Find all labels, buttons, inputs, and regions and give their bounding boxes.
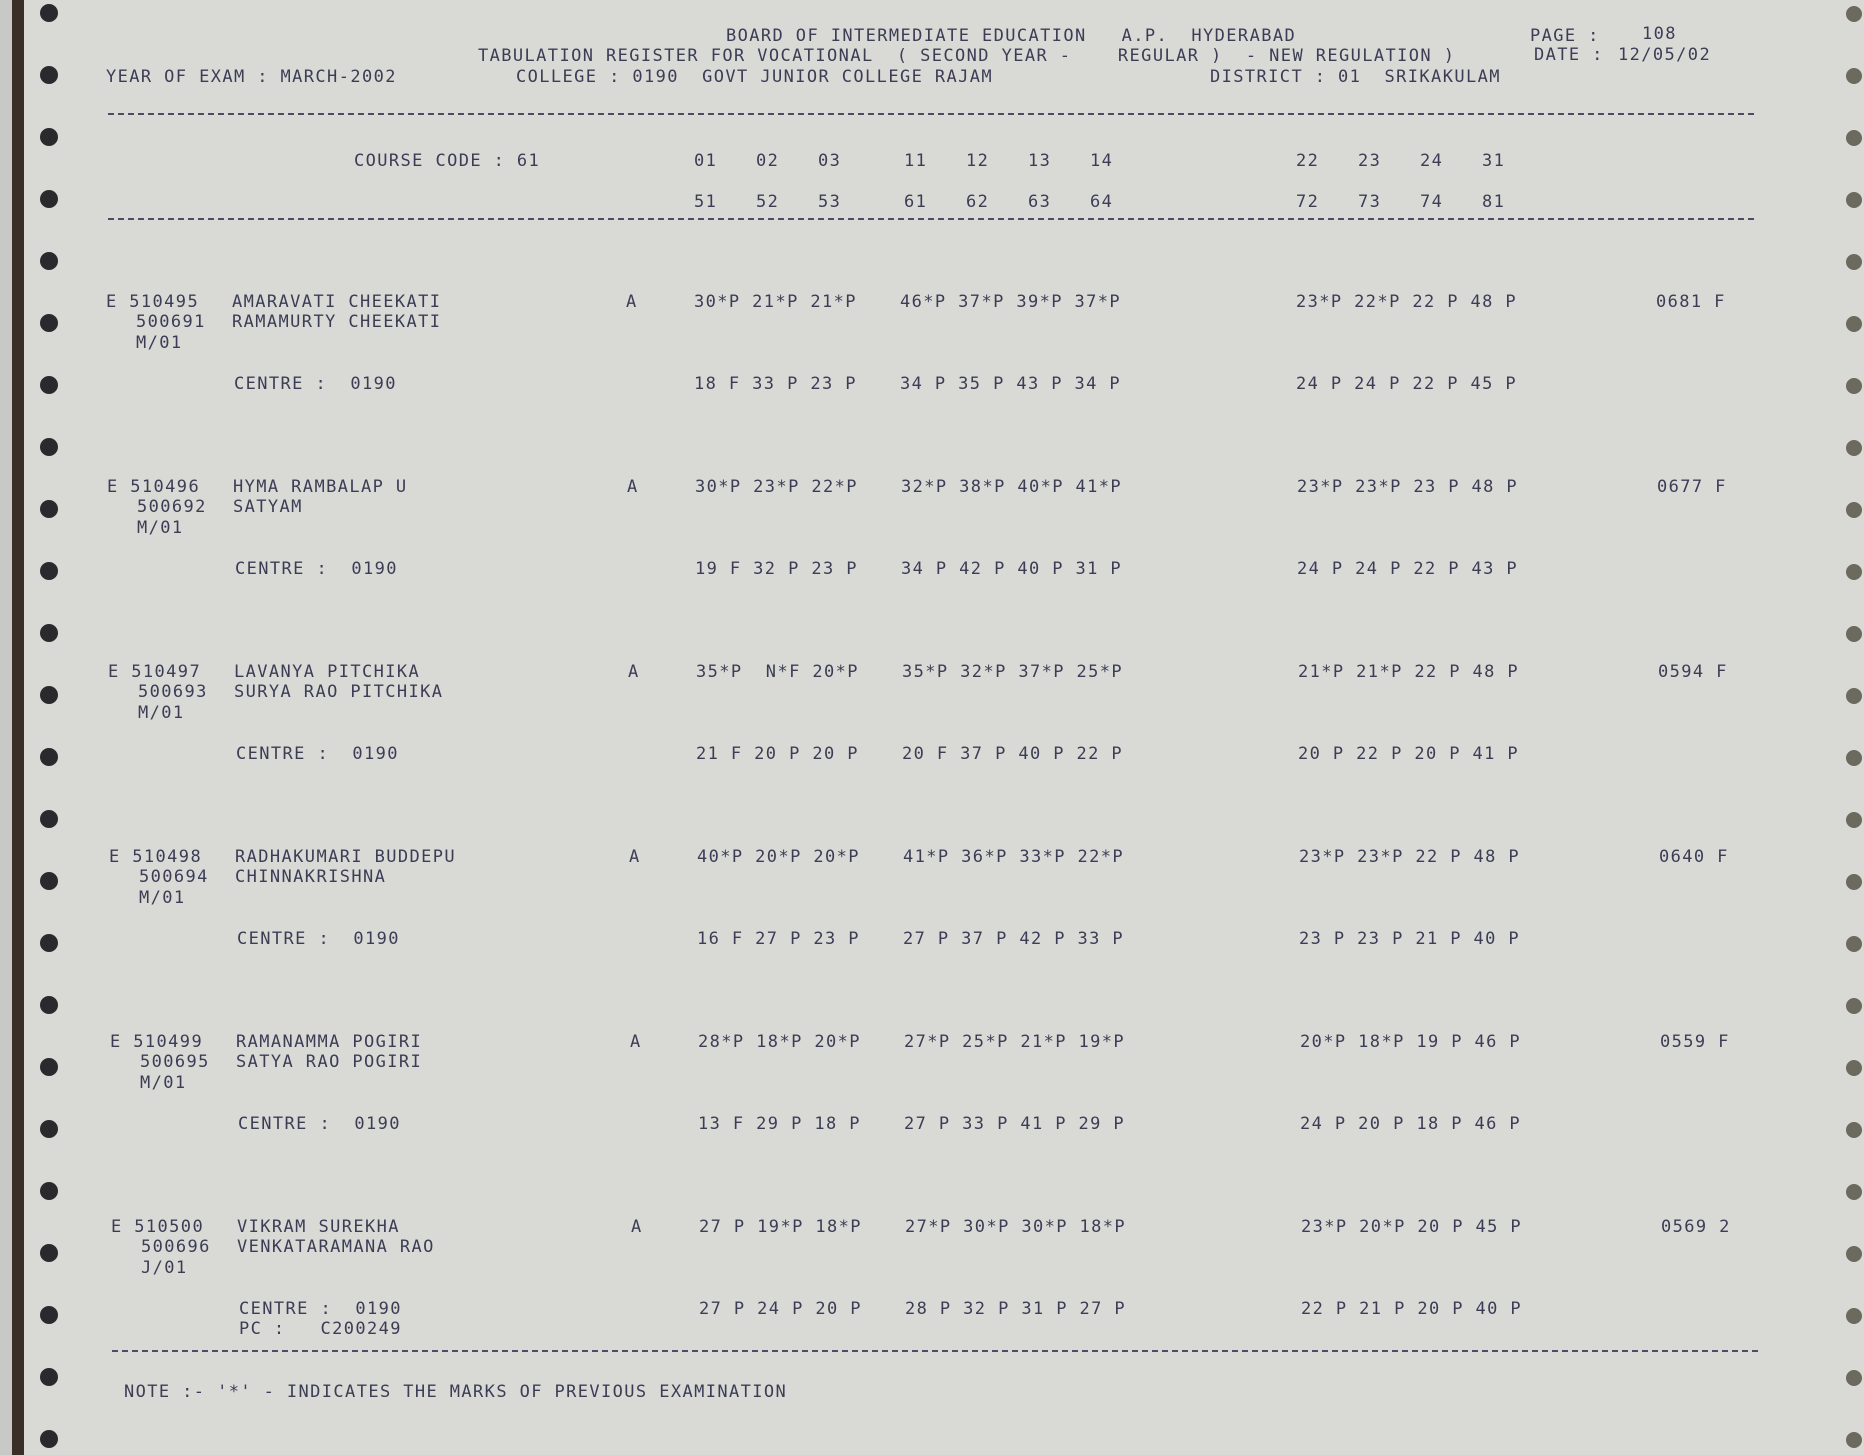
marks2-second-group: 34 P 42 P 40 P 31 P: [901, 559, 1123, 579]
column-code: 23: [1358, 151, 1382, 171]
marks2-third-group: 20 P 22 P 20 P 41 P: [1298, 744, 1520, 764]
total-result: 0681 F: [1656, 292, 1726, 312]
column-code: 51: [694, 192, 718, 212]
tractor-hole: [40, 314, 58, 332]
hall-ticket-number: E 510495: [106, 292, 200, 312]
hall-ticket-number: E 510500: [111, 1217, 205, 1237]
medium-code: J/01: [141, 1258, 188, 1278]
column-code: 31: [1482, 151, 1506, 171]
tractor-hole: [40, 1306, 58, 1324]
date-value: 12/05/02: [1618, 45, 1712, 65]
tabulation-sheet: [12, 0, 1864, 1455]
marks-second-group: 35*P 32*P 37*P 25*P: [902, 662, 1124, 682]
marks-first-group: 28*P 18*P 20*P: [698, 1032, 861, 1052]
marks-second-group: 41*P 36*P 33*P 22*P: [903, 847, 1125, 867]
marks-first-group: 27 P 19*P 18*P: [699, 1217, 862, 1237]
tractor-hole: [40, 1120, 58, 1138]
tractor-hole: [1846, 316, 1862, 332]
registration-number: 500692: [137, 497, 207, 517]
father-name: CHINNAKRISHNA: [235, 867, 387, 887]
marks-third-group: 23*P 23*P 23 P 48 P: [1297, 477, 1519, 497]
tractor-hole: [1846, 1370, 1862, 1386]
tractor-hole: [1846, 812, 1862, 828]
student-name: VIKRAM SUREKHA: [237, 1217, 400, 1237]
tractor-hole: [1846, 130, 1862, 146]
tractor-hole: [40, 500, 58, 518]
student-name: RADHAKUMARI BUDDEPU: [235, 847, 457, 867]
pc-number: PC : C200249: [239, 1319, 402, 1339]
tractor-hole: [40, 252, 58, 270]
tractor-hole: [1846, 688, 1862, 704]
footer-rule: [112, 1350, 1758, 1352]
marks2-first-group: 27 P 24 P 20 P: [699, 1299, 862, 1319]
marks2-third-group: 22 P 21 P 20 P 40 P: [1301, 1299, 1523, 1319]
medium-code: M/01: [137, 518, 184, 538]
father-name: SATYA RAO POGIRI: [236, 1052, 423, 1072]
medium-code: M/01: [138, 703, 185, 723]
tractor-hole: [1846, 626, 1862, 642]
marks2-second-group: 20 F 37 P 40 P 22 P: [902, 744, 1124, 764]
marks2-third-group: 23 P 23 P 21 P 40 P: [1299, 929, 1521, 949]
column-code: 22: [1296, 151, 1320, 171]
marks-third-group: 23*P 20*P 20 P 45 P: [1301, 1217, 1523, 1237]
tractor-hole: [40, 1244, 58, 1262]
tractor-hole: [40, 376, 58, 394]
tractor-hole: [1846, 6, 1862, 22]
tractor-hole: [1846, 378, 1862, 394]
tractor-hole: [40, 996, 58, 1014]
tractor-hole: [40, 1430, 58, 1448]
page-label: PAGE :: [1530, 26, 1600, 46]
hall-ticket-number: E 510497: [108, 662, 202, 682]
centre-code: CENTRE : 0190: [234, 374, 397, 394]
centre-code: CENTRE : 0190: [239, 1299, 402, 1319]
total-result: 0569 2: [1661, 1217, 1731, 1237]
course-code: COURSE CODE : 61: [354, 151, 541, 171]
marks2-first-group: 16 F 27 P 23 P: [697, 929, 860, 949]
student-name: HYMA RAMBALAP U: [233, 477, 408, 497]
marks2-first-group: 18 F 33 P 23 P: [694, 374, 857, 394]
column-code: 73: [1358, 192, 1382, 212]
column-code: 24: [1420, 151, 1444, 171]
tractor-hole: [40, 128, 58, 146]
tractor-hole: [1846, 440, 1862, 456]
tractor-hole: [1846, 1122, 1862, 1138]
tractor-hole: [1846, 1060, 1862, 1076]
header-rule: [108, 113, 1754, 115]
tractor-hole: [1846, 750, 1862, 766]
marks2-second-group: 28 P 32 P 31 P 27 P: [905, 1299, 1127, 1319]
student-name: LAVANYA PITCHIKA: [234, 662, 421, 682]
category: A: [630, 1032, 642, 1052]
category: A: [628, 662, 640, 682]
category: A: [627, 477, 639, 497]
tractor-hole: [1846, 874, 1862, 890]
father-name: RAMAMURTY CHEEKATI: [232, 312, 442, 332]
total-result: 0677 F: [1657, 477, 1727, 497]
tractor-hole: [1846, 1432, 1862, 1448]
category: A: [631, 1217, 643, 1237]
tractor-hole: [40, 810, 58, 828]
marks-second-group: 27*P 30*P 30*P 18*P: [905, 1217, 1127, 1237]
marks2-first-group: 13 F 29 P 18 P: [698, 1114, 861, 1134]
register-title: TABULATION REGISTER FOR VOCATIONAL ( SECOND YEAR - REGULAR ) - NEW REGULATION ): [478, 46, 1456, 66]
tractor-hole: [40, 748, 58, 766]
marks-first-group: 30*P 21*P 21*P: [694, 292, 857, 312]
board-title: BOARD OF INTERMEDIATE EDUCATION A.P. HYDERABAD: [726, 26, 1297, 46]
tractor-hole: [40, 1058, 58, 1076]
registration-number: 500694: [139, 867, 209, 887]
tractor-hole: [40, 934, 58, 952]
hall-ticket-number: E 510499: [110, 1032, 204, 1052]
tractor-hole: [40, 562, 58, 580]
centre-code: CENTRE : 0190: [237, 929, 400, 949]
tractor-hole: [1846, 68, 1862, 84]
father-name: SURYA RAO PITCHIKA: [234, 682, 444, 702]
marks2-second-group: 27 P 37 P 42 P 33 P: [903, 929, 1125, 949]
column-code: 81: [1482, 192, 1506, 212]
marks2-second-group: 27 P 33 P 41 P 29 P: [904, 1114, 1126, 1134]
father-name: SATYAM: [233, 497, 303, 517]
tractor-hole: [40, 686, 58, 704]
column-rule: [108, 218, 1754, 220]
marks2-third-group: 24 P 20 P 18 P 46 P: [1300, 1114, 1522, 1134]
centre-code: CENTRE : 0190: [238, 1114, 401, 1134]
tractor-hole: [1846, 1184, 1862, 1200]
medium-code: M/01: [139, 888, 186, 908]
column-code: 53: [818, 192, 842, 212]
registration-number: 500695: [140, 1052, 210, 1072]
tractor-hole: [40, 1368, 58, 1386]
medium-code: M/01: [136, 333, 183, 353]
marks2-third-group: 24 P 24 P 22 P 43 P: [1297, 559, 1519, 579]
note-line: NOTE :- '*' - INDICATES THE MARKS OF PREVIOUS EXAMINATION: [124, 1382, 788, 1402]
marks2-third-group: 24 P 24 P 22 P 45 P: [1296, 374, 1518, 394]
student-name: AMARAVATI CHEEKATI: [232, 292, 442, 312]
year-of-exam: YEAR OF EXAM : MARCH-2002: [106, 67, 397, 87]
tractor-hole: [40, 66, 58, 84]
tractor-hole: [40, 190, 58, 208]
tractor-hole: [1846, 192, 1862, 208]
tractor-hole: [1846, 254, 1862, 270]
column-code: 14: [1090, 151, 1114, 171]
column-code: 02: [756, 151, 780, 171]
tractor-hole: [1846, 1308, 1862, 1324]
registration-number: 500691: [136, 312, 206, 332]
college-line: COLLEGE : 0190 GOVT JUNIOR COLLEGE RAJAM: [516, 67, 994, 87]
total-result: 0640 F: [1659, 847, 1729, 867]
centre-code: CENTRE : 0190: [235, 559, 398, 579]
marks2-first-group: 19 F 32 P 23 P: [695, 559, 858, 579]
hall-ticket-number: E 510496: [107, 477, 201, 497]
marks-third-group: 23*P 22*P 22 P 48 P: [1296, 292, 1518, 312]
column-code: 62: [966, 192, 990, 212]
tractor-hole: [1846, 998, 1862, 1014]
marks-third-group: 21*P 21*P 22 P 48 P: [1298, 662, 1520, 682]
marks2-first-group: 21 F 20 P 20 P: [696, 744, 859, 764]
column-code: 61: [904, 192, 928, 212]
marks-third-group: 23*P 23*P 22 P 48 P: [1299, 847, 1521, 867]
hall-ticket-number: E 510498: [109, 847, 203, 867]
tractor-hole: [1846, 936, 1862, 952]
category: A: [629, 847, 641, 867]
father-name: VENKATARAMANA RAO: [237, 1237, 435, 1257]
column-code: 13: [1028, 151, 1052, 171]
marks-second-group: 46*P 37*P 39*P 37*P: [900, 292, 1122, 312]
student-name: RAMANAMMA POGIRI: [236, 1032, 423, 1052]
centre-code: CENTRE : 0190: [236, 744, 399, 764]
tractor-hole: [40, 624, 58, 642]
column-code: 72: [1296, 192, 1320, 212]
tractor-hole: [40, 438, 58, 456]
tractor-hole: [1846, 564, 1862, 580]
tractor-holes-right: [1834, 0, 1864, 1455]
marks-first-group: 30*P 23*P 22*P: [695, 477, 858, 497]
tractor-hole: [40, 1182, 58, 1200]
column-code: 52: [756, 192, 780, 212]
tractor-hole: [1846, 502, 1862, 518]
column-code: 74: [1420, 192, 1444, 212]
marks-third-group: 20*P 18*P 19 P 46 P: [1300, 1032, 1522, 1052]
registration-number: 500693: [138, 682, 208, 702]
column-code: 01: [694, 151, 718, 171]
tractor-hole: [1846, 1246, 1862, 1262]
total-result: 0559 F: [1660, 1032, 1730, 1052]
tractor-hole: [40, 4, 58, 22]
tractor-holes-left: [30, 0, 70, 1455]
page-number: 108: [1642, 24, 1677, 44]
total-result: 0594 F: [1658, 662, 1728, 682]
tractor-hole: [40, 872, 58, 890]
column-code: 63: [1028, 192, 1052, 212]
column-code: 03: [818, 151, 842, 171]
marks2-second-group: 34 P 35 P 43 P 34 P: [900, 374, 1122, 394]
marks-second-group: 32*P 38*P 40*P 41*P: [901, 477, 1123, 497]
category: A: [626, 292, 638, 312]
registration-number: 500696: [141, 1237, 211, 1257]
date-label: DATE :: [1534, 45, 1604, 65]
marks-second-group: 27*P 25*P 21*P 19*P: [904, 1032, 1126, 1052]
column-code: 12: [966, 151, 990, 171]
column-code: 64: [1090, 192, 1114, 212]
district-line: DISTRICT : 01 SRIKAKULAM: [1210, 67, 1501, 87]
marks-first-group: 40*P 20*P 20*P: [697, 847, 860, 867]
medium-code: M/01: [140, 1073, 187, 1093]
column-code: 11: [904, 151, 928, 171]
paper-edge: [12, 0, 24, 1455]
marks-first-group: 35*P N*F 20*P: [696, 662, 859, 682]
